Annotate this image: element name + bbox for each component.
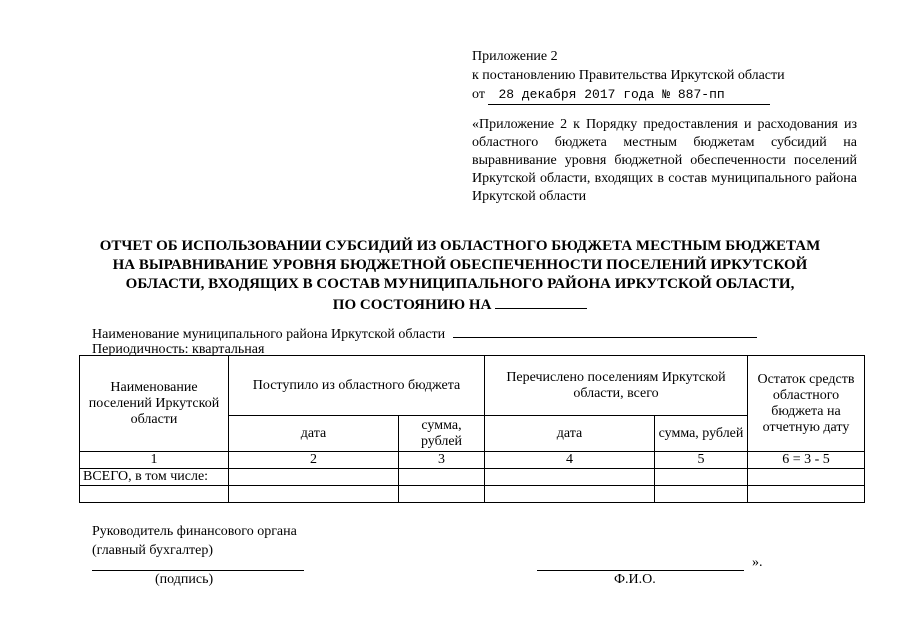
subheader-transferred-date: дата: [485, 416, 655, 452]
appendix-header: [472, 47, 785, 105]
header-received: Поступило из областного бюджета: [229, 356, 485, 416]
table-number-row: [80, 452, 865, 469]
periodicity: Периодичность: квартальная: [92, 342, 265, 357]
subheader-transferred-sum: сумма, рублей: [655, 416, 748, 452]
header-balance: Остаток средств областного бюджета на отчетную дату: [748, 356, 865, 452]
table-cell[interactable]: [485, 486, 655, 503]
signatory-title: Руководитель финансового органа: [92, 524, 297, 539]
col-number: 6 = 3 - 5: [748, 452, 865, 469]
closing-quote: ».: [752, 555, 763, 570]
table-cell[interactable]: [485, 469, 655, 486]
table-row: [80, 486, 865, 503]
appendix-resolution: к постановлению Правительства Иркутской области: [472, 68, 785, 83]
signatory: [92, 522, 297, 560]
appendix-date-number: 28 декабря 2017 года № 887-пп: [488, 85, 770, 105]
table-row: [80, 469, 865, 486]
col-number: 5: [655, 452, 748, 469]
appendix-title: Приложение 2: [472, 49, 558, 64]
subheader-received-sum: сумма, рублей: [399, 416, 485, 452]
table-header-row: [80, 356, 865, 416]
col-number: 3: [399, 452, 485, 469]
header-settlement-name: Наименование поселений Иркутской области: [80, 356, 229, 452]
table-cell[interactable]: [655, 486, 748, 503]
signature-caption: (подпись): [155, 572, 214, 587]
table-cell[interactable]: [229, 469, 399, 486]
table-cell[interactable]: [655, 469, 748, 486]
appendix2-text: «Приложение 2 к Порядку предоставления и расходования из областного бюджета местным бюджетам субсидий на выравнивание уровня бюджетной обеспеченности поселений Иркутской области, входящих в состав муниципального района Иркутской области: [472, 117, 857, 204]
district-label: Наименование муниципального района Иркутской области: [92, 327, 446, 342]
table-cell[interactable]: [399, 469, 485, 486]
title-line-2: НА ВЫРАВНИВАНИЕ УРОВНЯ БЮДЖЕТНОЙ ОБЕСПЕЧЕННОСТИ ПОСЕЛЕНИЙ ИРКУТСКОЙ: [112, 257, 808, 273]
district-field[interactable]: [453, 323, 757, 338]
as-of-date-field[interactable]: [495, 294, 587, 309]
table-cell[interactable]: [80, 486, 229, 503]
report-table: [79, 355, 865, 503]
col-number: 4: [485, 452, 655, 469]
appendix-date-line: [472, 85, 785, 105]
title-line-1: ОТЧЕТ ОБ ИСПОЛЬЗОВАНИИ СУБСИДИЙ ИЗ ОБЛАСТНОГО БЮДЖЕТА МЕСТНЫМ БЮДЖЕТАМ: [99, 238, 821, 254]
table-cell[interactable]: [748, 486, 865, 503]
total-row-label: ВСЕГО, в том числе:: [80, 469, 229, 486]
table-cell[interactable]: [229, 486, 399, 503]
signature-field[interactable]: [92, 570, 304, 571]
title-line-4: [60, 294, 860, 315]
appendix-from-label: от: [472, 87, 485, 102]
title-as-of-label: ПО СОСТОЯНИЮ НА: [332, 297, 492, 313]
table-cell[interactable]: [748, 469, 865, 486]
report-title: [60, 237, 860, 315]
name-field[interactable]: [537, 570, 744, 571]
table-cell[interactable]: [399, 486, 485, 503]
subheader-received-date: дата: [229, 416, 399, 452]
title-line-3: ОБЛАСТИ, ВХОДЯЩИХ В СОСТАВ МУНИЦИПАЛЬНОГО РАЙОНА ИРКУТСКОЙ ОБЛАСТИ,: [125, 276, 795, 292]
col-number: 2: [229, 452, 399, 469]
name-caption: Ф.И.О.: [614, 572, 656, 587]
header-transferred: Перечислено поселениям Иркутской области, всего: [485, 356, 748, 416]
col-number: 1: [80, 452, 229, 469]
signatory-subtitle: (главный бухгалтер): [92, 543, 214, 558]
